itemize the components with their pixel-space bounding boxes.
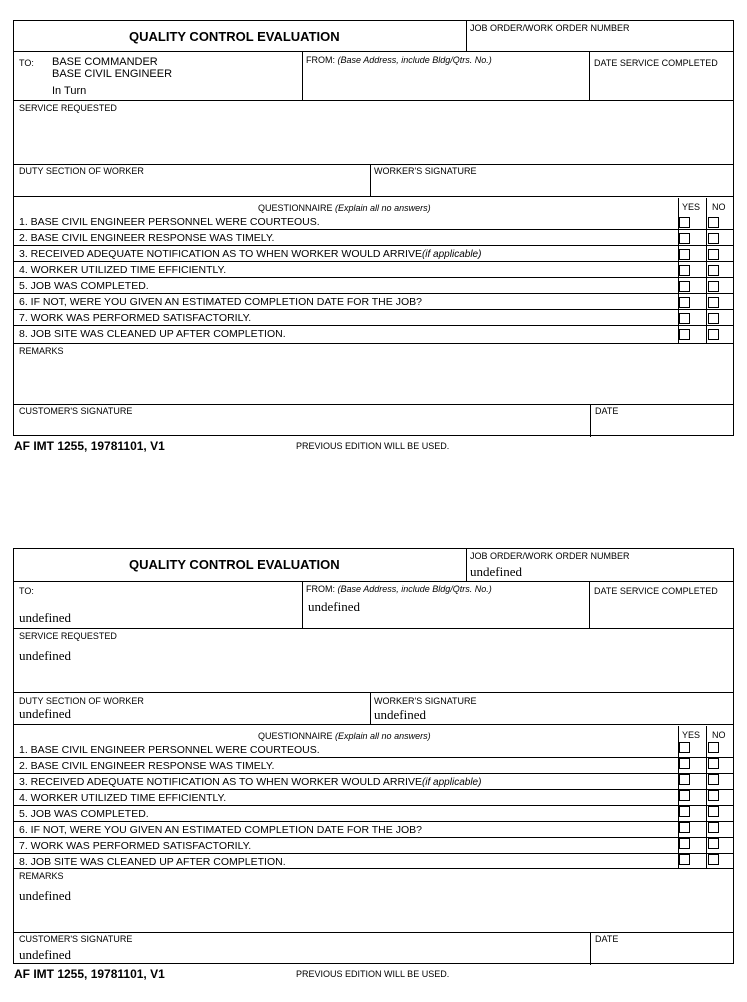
remarks-input[interactable]: undefined <box>19 888 71 903</box>
to-label: TO: <box>19 586 34 596</box>
from-label: FROM: <box>306 584 335 594</box>
no-checkbox-6[interactable] <box>708 297 719 308</box>
to-label: TO: <box>19 58 34 68</box>
divider <box>590 404 591 437</box>
no-checkbox-8[interactable] <box>708 329 719 340</box>
divider <box>14 692 733 693</box>
question-6: 6. IF NOT, WERE YOU GIVEN AN ESTIMATED COMPLETION DATE FOR THE JOB? <box>19 296 422 308</box>
no-checkbox-5[interactable] <box>708 281 719 292</box>
yes-checkbox-2[interactable] <box>679 233 690 244</box>
divider <box>14 196 733 197</box>
no-label: NO <box>712 202 726 212</box>
date-label: DATE <box>595 406 619 416</box>
divider <box>302 51 303 101</box>
divider <box>14 757 733 758</box>
divider <box>14 245 733 246</box>
divider <box>14 789 733 790</box>
divider <box>466 21 467 52</box>
worker-signature-input[interactable]: undefined <box>374 707 426 722</box>
date-completed-label: DATE SERVICE COMPLETED <box>594 58 718 68</box>
date-completed-label: DATE SERVICE COMPLETED <box>594 586 718 596</box>
no-checkbox-5[interactable] <box>708 806 719 817</box>
divider <box>590 932 591 965</box>
filled-form <box>13 548 734 964</box>
yes-checkbox-3[interactable] <box>679 249 690 260</box>
question-3-text: 3. RECEIVED ADEQUATE NOTIFICATION AS TO WHEN WORKER WOULD ARRIVE <box>19 776 422 788</box>
from-label-group <box>306 55 492 65</box>
edition-note: PREVIOUS EDITION WILL BE USED. <box>296 441 450 451</box>
yes-checkbox-4[interactable] <box>679 265 690 276</box>
duty-section-label: DUTY SECTION OF WORKER <box>19 166 144 176</box>
job-order-label: JOB ORDER/WORK ORDER NUMBER <box>470 551 630 561</box>
yes-checkbox-1[interactable] <box>679 742 690 753</box>
edition-note: PREVIOUS EDITION WILL BE USED. <box>296 969 450 979</box>
divider <box>14 277 733 278</box>
questionnaire-heading <box>258 731 431 741</box>
question-2: 2. BASE CIVIL ENGINEER RESPONSE WAS TIMELY. <box>19 760 275 772</box>
no-checkbox-2[interactable] <box>708 233 719 244</box>
no-checkbox-1[interactable] <box>708 742 719 753</box>
divider <box>589 581 590 629</box>
divider <box>370 692 371 725</box>
duty-section-input[interactable]: undefined <box>19 706 71 721</box>
divider <box>14 821 733 822</box>
yes-label: YES <box>682 730 701 740</box>
divider <box>302 581 303 629</box>
yes-checkbox-6[interactable] <box>679 822 690 833</box>
no-checkbox-7[interactable] <box>708 313 719 324</box>
service-requested-input[interactable]: undefined <box>19 648 71 663</box>
job-order-input[interactable]: undefined <box>470 564 522 579</box>
from-hint: (Base Address, include Bldg/Qtrs. No.) <box>337 584 492 594</box>
no-checkbox-3[interactable] <box>708 774 719 785</box>
question-3 <box>19 776 481 788</box>
question-2: 2. BASE CIVIL ENGINEER RESPONSE WAS TIMELY. <box>19 232 275 244</box>
form-title: QUALITY CONTROL EVALUATION <box>129 29 340 44</box>
divider <box>14 404 733 405</box>
question-5: 5. JOB WAS COMPLETED. <box>19 808 149 820</box>
no-checkbox-1[interactable] <box>708 217 719 228</box>
yes-checkbox-5[interactable] <box>679 806 690 817</box>
to-line-3: In Turn <box>52 85 87 97</box>
to-input[interactable]: undefined <box>19 610 71 625</box>
worker-signature-label: WORKER'S SIGNATURE <box>374 166 477 176</box>
divider <box>14 164 733 165</box>
service-requested-label: SERVICE REQUESTED <box>19 631 117 641</box>
job-order-label: JOB ORDER/WORK ORDER NUMBER <box>470 23 630 33</box>
divider <box>14 853 733 854</box>
questionnaire-heading <box>258 203 431 213</box>
form-id: AF IMT 1255, 19781101, V1 <box>14 439 165 453</box>
customer-signature-label: CUSTOMER'S SIGNATURE <box>19 934 133 944</box>
yes-checkbox-5[interactable] <box>679 281 690 292</box>
question-3-suffix: (if applicable) <box>421 249 482 260</box>
customer-signature-label: CUSTOMER'S SIGNATURE <box>19 406 133 416</box>
divider <box>370 164 371 197</box>
question-3-suffix: (if applicable) <box>421 777 482 788</box>
form-id: AF IMT 1255, 19781101, V1 <box>14 967 165 981</box>
divider <box>14 293 733 294</box>
yes-checkbox-8[interactable] <box>679 329 690 340</box>
question-8: 8. JOB SITE WAS CLEANED UP AFTER COMPLETION. <box>19 856 286 868</box>
yes-checkbox-2[interactable] <box>679 758 690 769</box>
divider <box>14 261 733 262</box>
from-label: FROM: <box>306 55 335 65</box>
question-8: 8. JOB SITE WAS CLEANED UP AFTER COMPLETION. <box>19 328 286 340</box>
question-1: 1. BASE CIVIL ENGINEER PERSONNEL WERE COURTEOUS. <box>19 216 320 228</box>
divider <box>466 549 467 582</box>
no-checkbox-8[interactable] <box>708 854 719 865</box>
divider <box>706 198 707 344</box>
no-checkbox-3[interactable] <box>708 249 719 260</box>
no-checkbox-2[interactable] <box>708 758 719 769</box>
question-3 <box>19 248 481 260</box>
customer-signature-input[interactable]: undefined <box>19 947 71 962</box>
divider <box>14 868 733 869</box>
no-checkbox-4[interactable] <box>708 265 719 276</box>
divider <box>14 724 733 725</box>
question-4: 4. WORKER UTILIZED TIME EFFICIENTLY. <box>19 264 227 276</box>
service-requested-label: SERVICE REQUESTED <box>19 103 117 113</box>
date-label: DATE <box>595 934 619 944</box>
from-input[interactable]: undefined <box>308 599 360 614</box>
questionnaire-label: QUESTIONNAIRE <box>258 203 333 213</box>
questionnaire-label: QUESTIONNAIRE <box>258 731 333 741</box>
questionnaire-hint: (Explain all no answers) <box>335 731 431 741</box>
yes-checkbox-4[interactable] <box>679 790 690 801</box>
divider <box>14 773 733 774</box>
divider <box>589 51 590 101</box>
question-5: 5. JOB WAS COMPLETED. <box>19 280 149 292</box>
questionnaire-hint: (Explain all no answers) <box>335 203 431 213</box>
form-title: QUALITY CONTROL EVALUATION <box>129 557 340 572</box>
yes-checkbox-7[interactable] <box>679 838 690 849</box>
duty-section-label: DUTY SECTION OF WORKER <box>19 696 144 706</box>
divider <box>14 805 733 806</box>
blank-form <box>13 20 734 436</box>
divider <box>14 628 733 629</box>
from-hint: (Base Address, include Bldg/Qtrs. No.) <box>337 55 492 65</box>
yes-checkbox-6[interactable] <box>679 297 690 308</box>
question-7: 7. WORK WAS PERFORMED SATISFACTORILY. <box>19 312 252 324</box>
remarks-label: REMARKS <box>19 871 64 881</box>
no-label: NO <box>712 730 726 740</box>
yes-checkbox-3[interactable] <box>679 774 690 785</box>
to-line-1: BASE COMMANDER <box>52 56 158 68</box>
question-4: 4. WORKER UTILIZED TIME EFFICIENTLY. <box>19 792 227 804</box>
yes-checkbox-8[interactable] <box>679 854 690 865</box>
divider <box>14 309 733 310</box>
question-3-text: 3. RECEIVED ADEQUATE NOTIFICATION AS TO WHEN WORKER WOULD ARRIVE <box>19 248 422 260</box>
no-checkbox-4[interactable] <box>708 790 719 801</box>
yes-checkbox-1[interactable] <box>679 217 690 228</box>
from-label-group <box>306 584 492 594</box>
divider <box>14 837 733 838</box>
remarks-label: REMARKS <box>19 346 64 356</box>
divider <box>14 229 733 230</box>
to-line-2: BASE CIVIL ENGINEER <box>52 68 173 80</box>
worker-signature-label: WORKER'S SIGNATURE <box>374 696 477 706</box>
divider <box>14 100 733 101</box>
question-1: 1. BASE CIVIL ENGINEER PERSONNEL WERE COURTEOUS. <box>19 744 320 756</box>
no-checkbox-7[interactable] <box>708 838 719 849</box>
question-6: 6. IF NOT, WERE YOU GIVEN AN ESTIMATED COMPLETION DATE FOR THE JOB? <box>19 824 422 836</box>
divider <box>14 343 733 344</box>
yes-checkbox-7[interactable] <box>679 313 690 324</box>
question-7: 7. WORK WAS PERFORMED SATISFACTORILY. <box>19 840 252 852</box>
no-checkbox-6[interactable] <box>708 822 719 833</box>
divider <box>706 726 707 869</box>
yes-label: YES <box>682 202 701 212</box>
divider <box>14 932 733 933</box>
divider <box>14 581 733 582</box>
divider <box>14 51 733 52</box>
divider <box>14 325 733 326</box>
